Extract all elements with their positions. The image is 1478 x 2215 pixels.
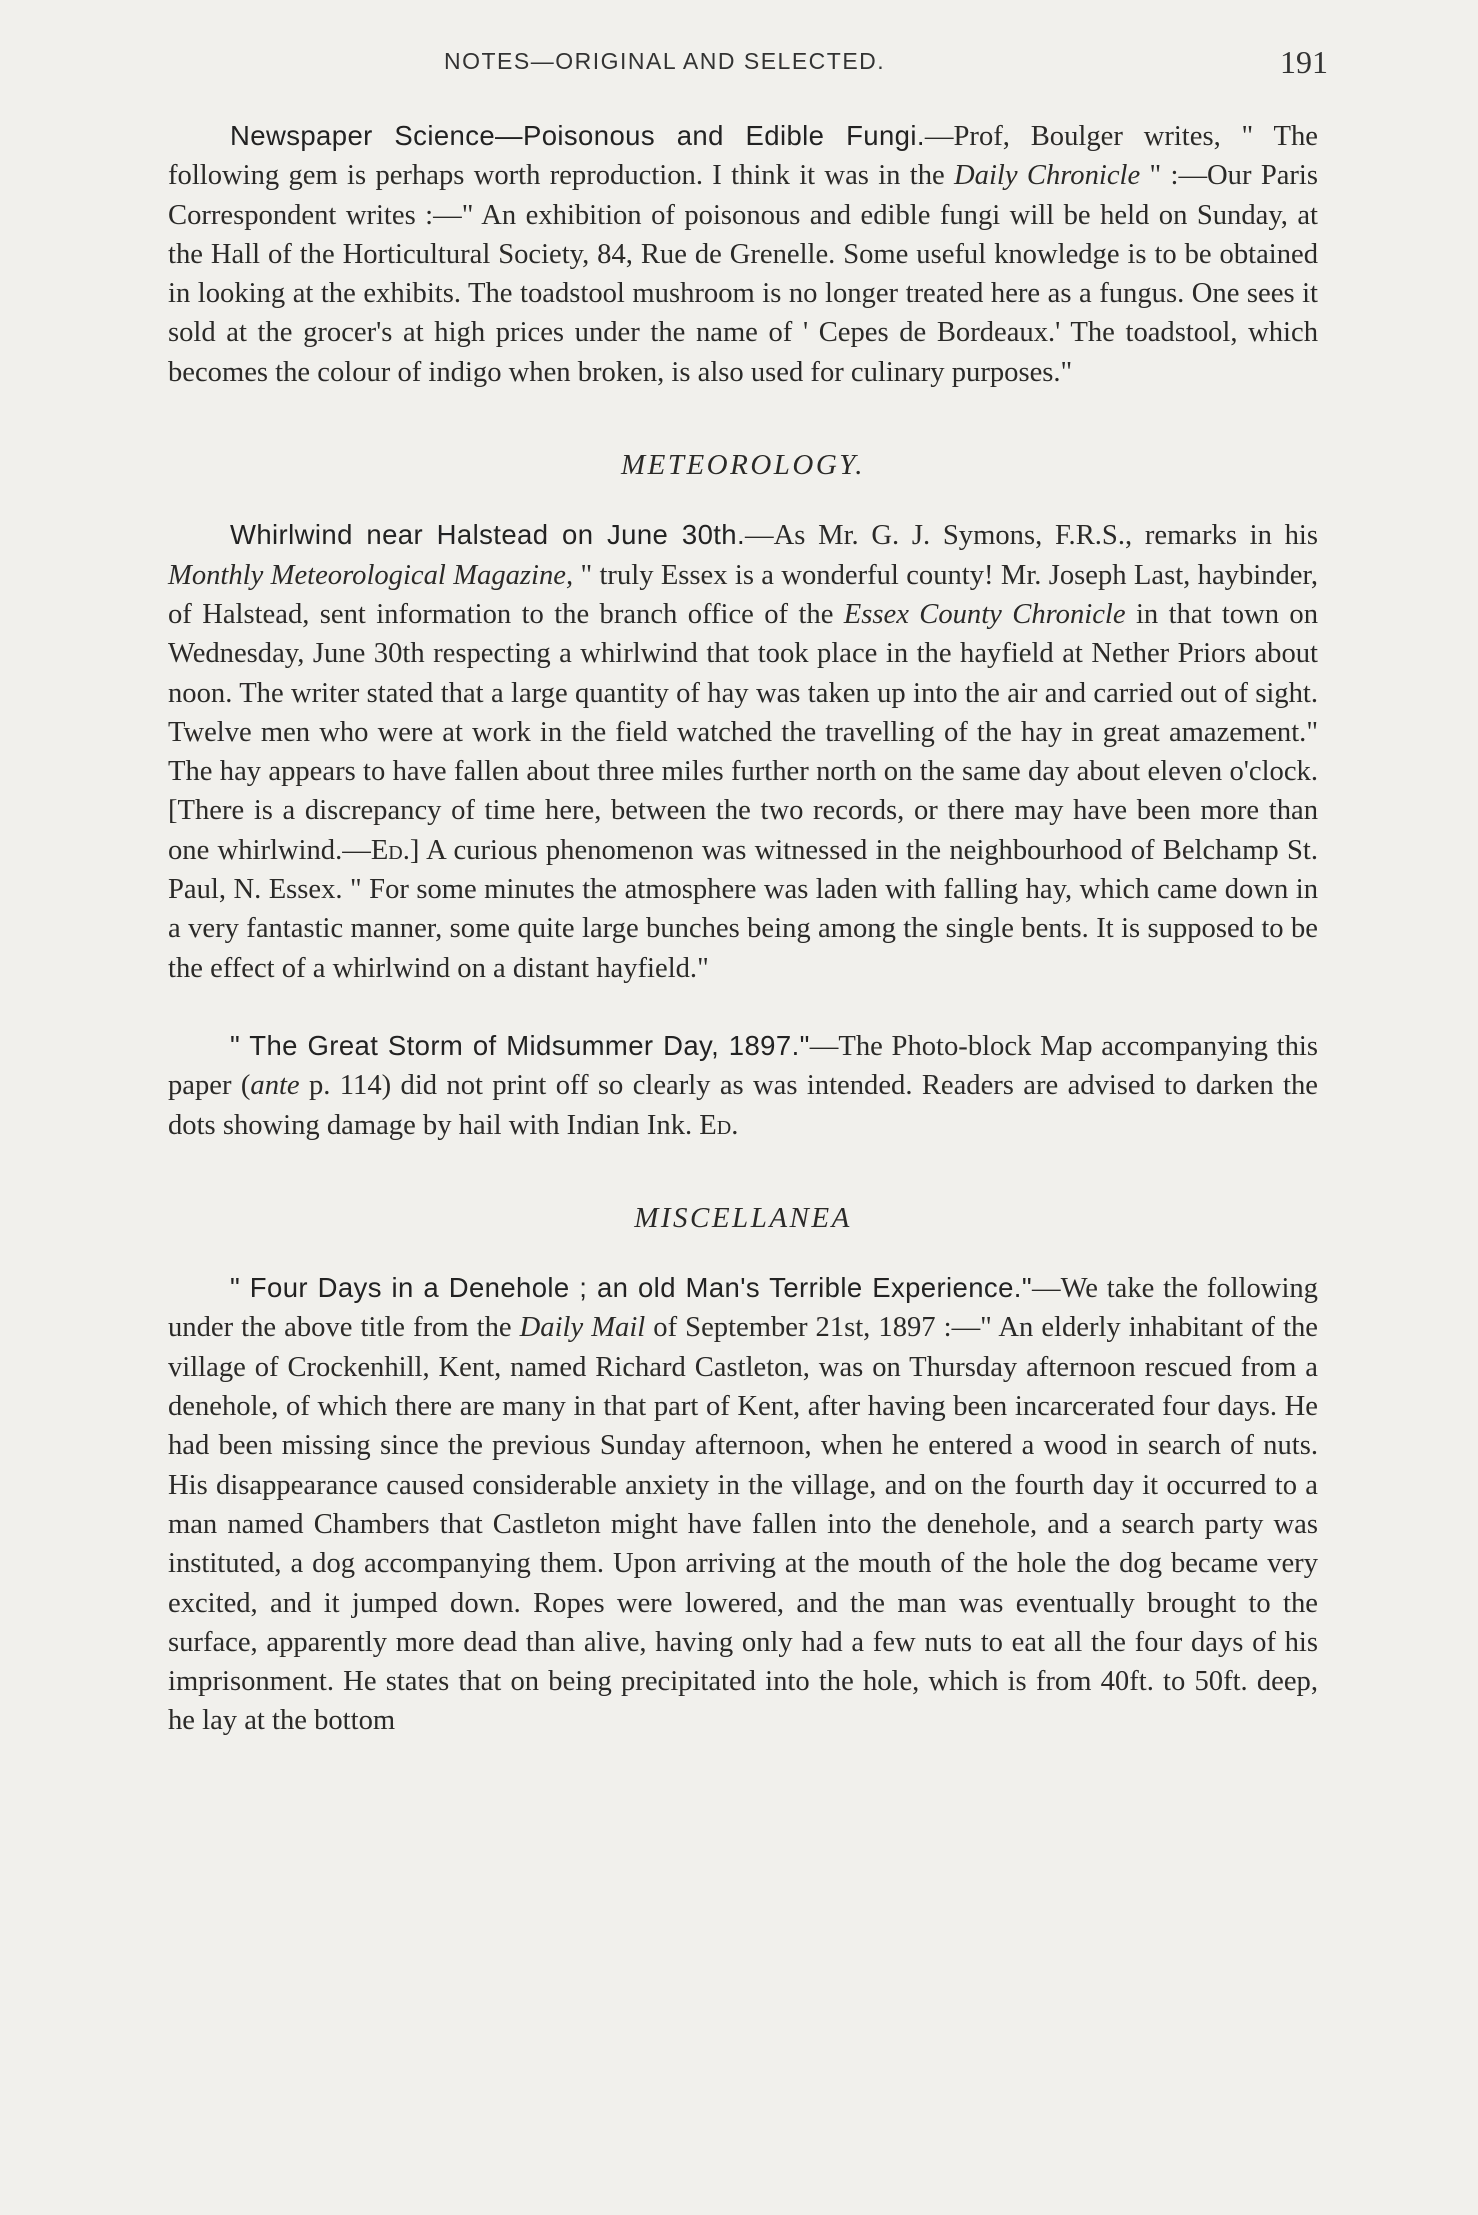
note-text: —As Mr. G. J. Symons, F.R.S., remarks in his bbox=[745, 520, 1319, 552]
note-text: in that town on Wednesday, June 30th respecting a whirlwind that took place in the hayfield at Nether Priors about noon. The writer stated that a large quantity of hay was taken up into the air and carried out of sight. Twelve men who were at work in the field watched the travelling of the hay in great amazement." The hay appears to have fallen about three miles further north on the same day about eleven o'clock. [There is a discrepancy of time here, between the two records, or there may have been more than one whirlwind.— bbox=[168, 598, 1318, 866]
note-text: ] A curious phenomenon was witnessed in the neighbourhood of Belchamp St. Paul, N. Essex. " For some minutes the atmosphere was laden with falling hay, which came down in a very fantastic manner, some quite large bunches being among the single bents. It is supposed to be the effect of a whirlwind on a distant hayfield." bbox=[168, 834, 1318, 984]
source-title: Daily Chronicle bbox=[954, 160, 1141, 192]
newspaper-title: Daily Mail bbox=[519, 1312, 646, 1344]
body-text bbox=[168, 116, 1318, 1741]
note-text: —The Photo-block Map accompanying this paper ( bbox=[168, 1030, 1318, 1102]
note-text: " :—Our Paris Correspondent writes :—" An exhibition of poisonous and edible fungi will be held on Sunday, at the Hall of the Horticultural Society, 84, Rue de Grenelle. Some useful knowledge is to be obtained in looking at the exhibits. The toadstool mushroom is no longer treated here as a fungus. One sees it sold at the grocer's at high prices under the name of ' Cepes de Bordeaux.' The toadstool, which becomes the colour of indigo when broken, is also used for culinary purposes." bbox=[168, 160, 1319, 388]
note-heading: Whirlwind near Halstead on June 30th. bbox=[230, 519, 746, 551]
section-heading-meteorology: METEOROLOGY. bbox=[620, 449, 866, 482]
note-denehole bbox=[168, 1268, 1318, 1741]
note-whirlwind bbox=[168, 515, 1318, 988]
note-text: —We take the following under the above title from the bbox=[168, 1273, 1318, 1344]
page-number: 191 bbox=[1280, 44, 1328, 80]
ante-reference: ante bbox=[250, 1070, 300, 1102]
running-head bbox=[168, 44, 1328, 84]
magazine-title: Monthly Meteorological Magazine, bbox=[168, 559, 574, 591]
editor-mark: Ed. bbox=[699, 1109, 739, 1141]
note-text: " truly Essex is a wonderful county! Mr. Joseph Last, haybinder, of Halstead, sent information to the branch office of the bbox=[168, 559, 1318, 630]
note-text: —Prof, Boulger writes, " The following gem is perhaps worth reproduction. I think it was in the bbox=[168, 121, 1318, 192]
note-text: p. 114) did not print off so clearly as was intended. Readers are advised to darken the dots showing damage by hail with Indian Ink. bbox=[168, 1070, 1318, 1141]
newspaper-title: Essex County Chronicle bbox=[843, 598, 1126, 630]
note-heading: Newspaper Science—Poisonous and Edible Fungi. bbox=[230, 120, 925, 151]
note-heading: " The Great Storm of Midsummer Day, 1897." bbox=[230, 1029, 810, 1061]
section-heading-miscellanea: MISCELLANEA bbox=[634, 1201, 852, 1234]
note-fungi bbox=[168, 116, 1318, 392]
running-title: NOTES—ORIGINAL AND SELECTED. bbox=[444, 48, 886, 74]
note-heading: " Four Days in a Denehole ; an old Man's Terrible Experience." bbox=[230, 1272, 1032, 1304]
editor-mark: Ed. bbox=[370, 834, 410, 866]
note-text: of September 21st, 1897 :—" An elderly inhabitant of the village of Crockenhill, Kent, named Richard Castleton, was on Thursday afternoon rescued from a denehole, of which there are many in that part of Kent, after having been incarcerated four days. He had been missing since the previous Sunday afternoon, when he entered a wood in search of nuts. His disappearance caused considerable anxiety in the village, and on the fourth day it occurred to a man named Chambers that Castleton might have fallen into the denehole, and a search party was instituted, a dog accompanying them. Upon arriving at the mouth of the hole the dog became very excited, and it jumped down. Ropes were lowered, and the man was eventually brought to the surface, apparently more dead than alive, having only had a few nuts to eat all the four days of his imprisonment. He states that on being precipitated into the hole, which is from 40ft. to 50ft. deep, he lay at the bottom bbox=[168, 1312, 1318, 1737]
note-storm bbox=[168, 1026, 1318, 1145]
